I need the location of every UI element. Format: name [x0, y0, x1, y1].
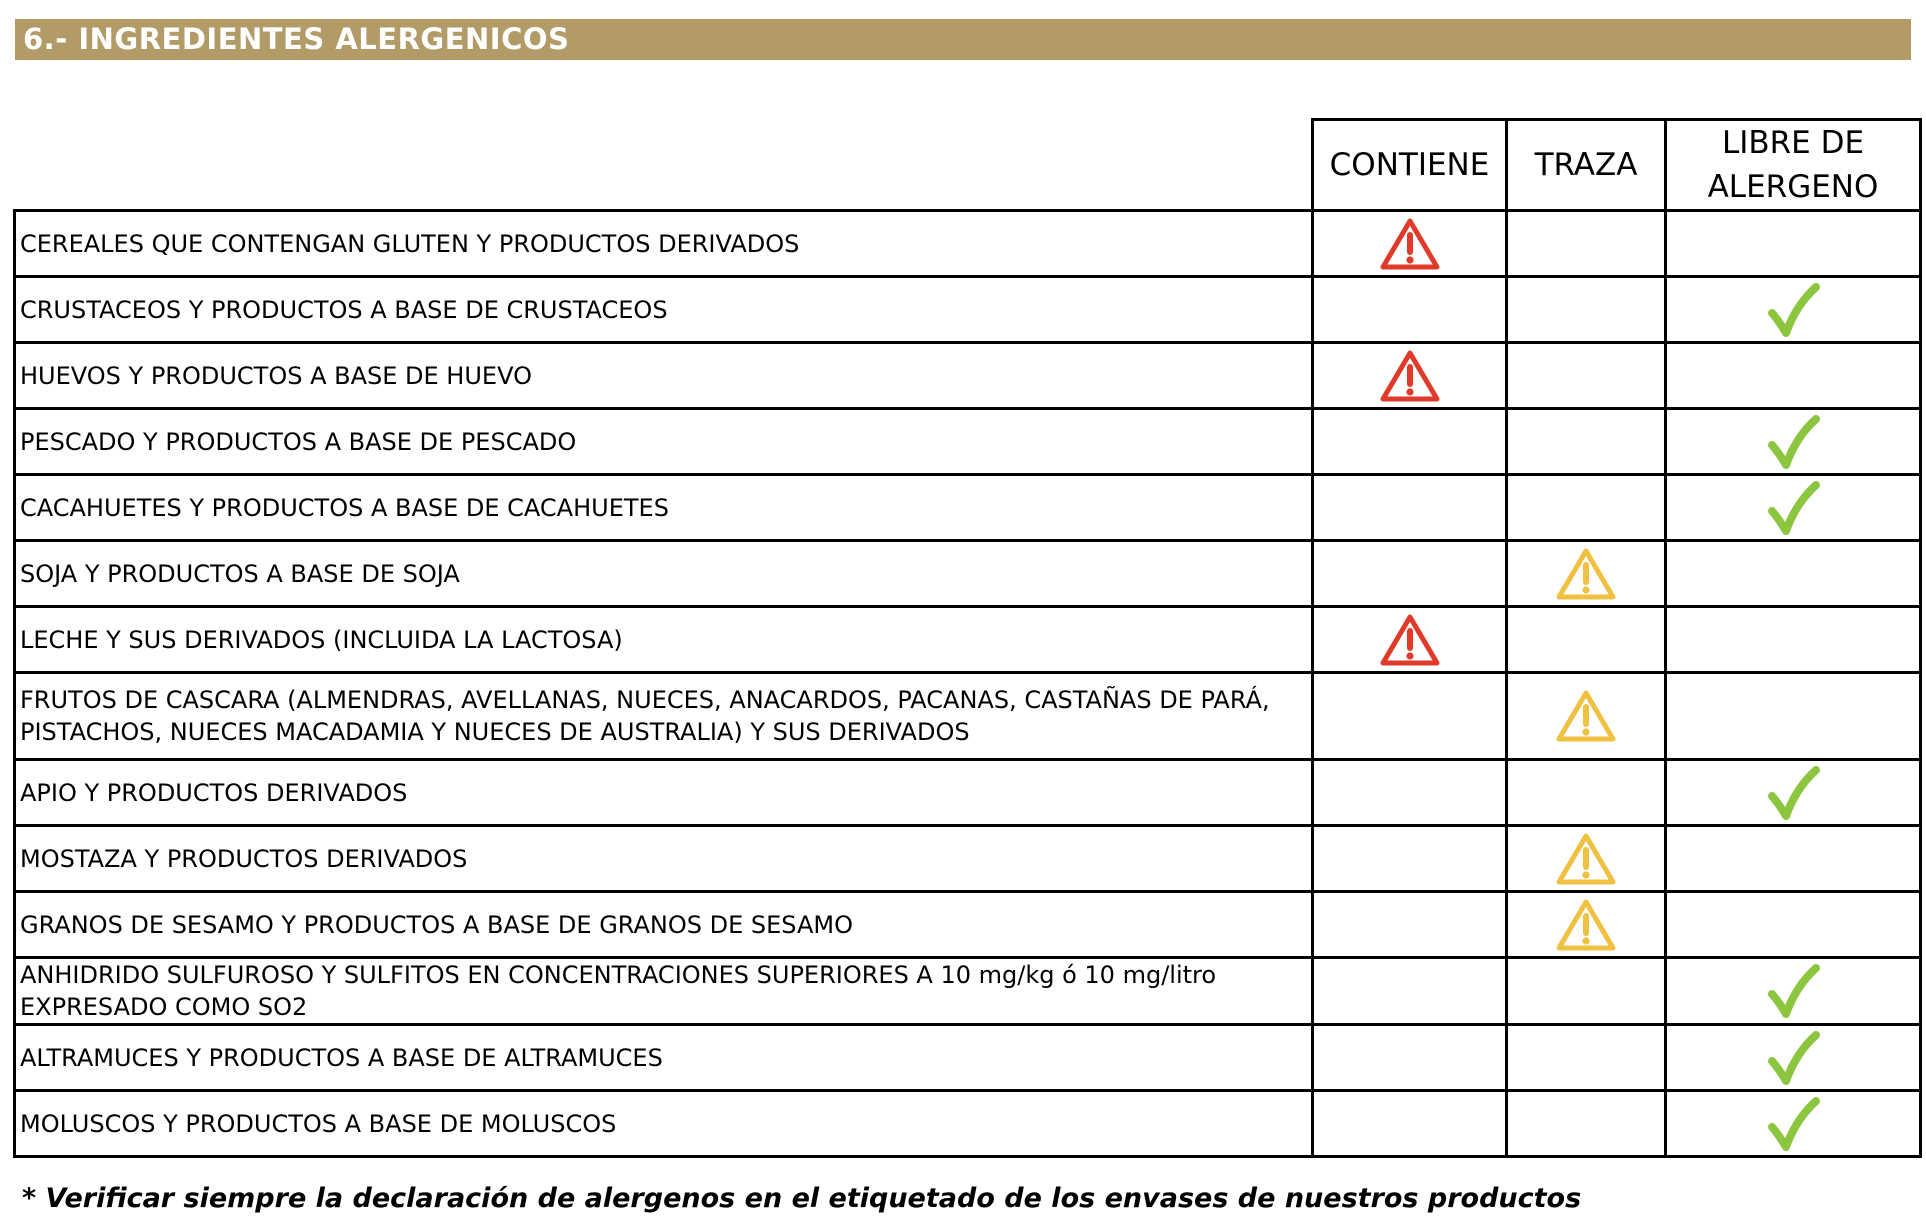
- allergen-name: PESCADO Y PRODUCTOS A BASE DE PESCADO: [15, 409, 1313, 475]
- cell-traza: [1507, 409, 1666, 475]
- cell-traza: [1507, 541, 1666, 607]
- table-row: [15, 826, 1921, 892]
- table-row: [15, 211, 1921, 277]
- allergen-name: SOJA Y PRODUCTOS A BASE DE SOJA: [15, 541, 1313, 607]
- cell-contiene: [1313, 211, 1507, 277]
- check-green-icon: [1766, 415, 1820, 469]
- cell-libre: [1666, 343, 1921, 409]
- cell-traza: [1507, 892, 1666, 958]
- allergen-name: HUEVOS Y PRODUCTOS A BASE DE HUEVO: [15, 343, 1313, 409]
- allergen-rows: [15, 211, 1921, 1157]
- warning-red-icon: [1379, 349, 1441, 403]
- check-green-icon: [1766, 1031, 1820, 1085]
- cell-traza: [1507, 760, 1666, 826]
- table-row: [15, 673, 1921, 760]
- cell-contiene: [1313, 673, 1507, 760]
- cell-contiene: [1313, 958, 1507, 1025]
- check-green-icon: [1766, 1097, 1820, 1151]
- allergen-name: GRANOS DE SESAMO Y PRODUCTOS A BASE DE GRANOS DE SESAMO: [15, 892, 1313, 958]
- cell-traza: [1507, 673, 1666, 760]
- check-green-icon: [1766, 964, 1820, 1018]
- cell-traza: [1507, 1091, 1666, 1157]
- cell-contiene: [1313, 409, 1507, 475]
- cell-libre: [1666, 1025, 1921, 1091]
- cell-libre: [1666, 760, 1921, 826]
- column-header-traza: TRAZA: [1507, 120, 1666, 211]
- cell-contiene: [1313, 607, 1507, 673]
- column-header-libre-line2: ALERGENO: [1707, 169, 1879, 205]
- cell-libre: [1666, 409, 1921, 475]
- cell-traza: [1507, 475, 1666, 541]
- cell-contiene: [1313, 1025, 1507, 1091]
- cell-contiene: [1313, 343, 1507, 409]
- header-blank-cell: [15, 120, 1313, 211]
- table-row: [15, 277, 1921, 343]
- allergen-name: FRUTOS DE CASCARA (ALMENDRAS, AVELLANAS, NUECES, ANACARDOS, PACANAS, CASTAÑAS DE PARÁ, PISTACHOS, NUECES MACADAMIA Y NUECES DE AUSTRALIA) Y SUS DERIVADOS: [15, 673, 1313, 760]
- cell-libre: [1666, 211, 1921, 277]
- footnote: * Verificar siempre la declaración de alergenos en el etiquetado de los envases de nuestros productos: [22, 1183, 1582, 1214]
- table-row: [15, 892, 1921, 958]
- warning-yellow-icon: [1555, 832, 1617, 886]
- check-green-icon: [1766, 481, 1820, 535]
- table-row: [15, 1025, 1921, 1091]
- cell-libre: [1666, 607, 1921, 673]
- allergen-name: LECHE Y SUS DERIVADOS (INCLUIDA LA LACTOSA): [15, 607, 1313, 673]
- cell-contiene: [1313, 475, 1507, 541]
- allergen-name: ANHIDRIDO SULFUROSO Y SULFITOS EN CONCENTRACIONES SUPERIORES A 10 mg/kg ó 10 mg/litro EXPRESADO COMO SO2: [15, 958, 1313, 1025]
- cell-libre: [1666, 826, 1921, 892]
- cell-libre: [1666, 277, 1921, 343]
- cell-contiene: [1313, 277, 1507, 343]
- table-row: [15, 1091, 1921, 1157]
- section-title: 6.- INGREDIENTES ALERGENICOS: [23, 22, 570, 56]
- cell-libre: [1666, 541, 1921, 607]
- cell-traza: [1507, 958, 1666, 1025]
- warning-red-icon: [1379, 217, 1441, 271]
- cell-libre: [1666, 892, 1921, 958]
- allergen-name: CRUSTACEOS Y PRODUCTOS A BASE DE CRUSTACEOS: [15, 277, 1313, 343]
- cell-traza: [1507, 607, 1666, 673]
- cell-traza: [1507, 1025, 1666, 1091]
- check-green-icon: [1766, 766, 1820, 820]
- cell-libre: [1666, 475, 1921, 541]
- cell-traza: [1507, 343, 1666, 409]
- cell-libre: [1666, 673, 1921, 760]
- column-header-libre: [1666, 120, 1921, 211]
- allergen-name: CACAHUETES Y PRODUCTOS A BASE DE CACAHUETES: [15, 475, 1313, 541]
- allergen-name: APIO Y PRODUCTOS DERIVADOS: [15, 760, 1313, 826]
- allergen-name: CEREALES QUE CONTENGAN GLUTEN Y PRODUCTOS DERIVADOS: [15, 211, 1313, 277]
- cell-libre: [1666, 958, 1921, 1025]
- allergen-name: ALTRAMUCES Y PRODUCTOS A BASE DE ALTRAMUCES: [15, 1025, 1313, 1091]
- cell-libre: [1666, 1091, 1921, 1157]
- table-row: [15, 475, 1921, 541]
- allergen-name: MOLUSCOS Y PRODUCTOS A BASE DE MOLUSCOS: [15, 1091, 1313, 1157]
- cell-traza: [1507, 277, 1666, 343]
- allergen-table: [13, 118, 1922, 1158]
- column-header-contiene: CONTIENE: [1313, 120, 1507, 211]
- table-row: [15, 958, 1921, 1025]
- table-row: [15, 409, 1921, 475]
- cell-contiene: [1313, 1091, 1507, 1157]
- cell-traza: [1507, 211, 1666, 277]
- section-header-bar: [15, 19, 1911, 60]
- table-row: [15, 541, 1921, 607]
- table-row: [15, 343, 1921, 409]
- cell-contiene: [1313, 541, 1507, 607]
- warning-red-icon: [1379, 613, 1441, 667]
- table-row: [15, 607, 1921, 673]
- cell-traza: [1507, 826, 1666, 892]
- warning-yellow-icon: [1555, 547, 1617, 601]
- allergen-name: MOSTAZA Y PRODUCTOS DERIVADOS: [15, 826, 1313, 892]
- table-header-row: [15, 120, 1921, 211]
- table-row: [15, 760, 1921, 826]
- cell-contiene: [1313, 892, 1507, 958]
- cell-contiene: [1313, 826, 1507, 892]
- cell-contiene: [1313, 760, 1507, 826]
- warning-yellow-icon: [1555, 898, 1617, 952]
- check-green-icon: [1766, 283, 1820, 337]
- warning-yellow-icon: [1555, 689, 1617, 743]
- column-header-libre-line1: LIBRE DE: [1721, 125, 1865, 161]
